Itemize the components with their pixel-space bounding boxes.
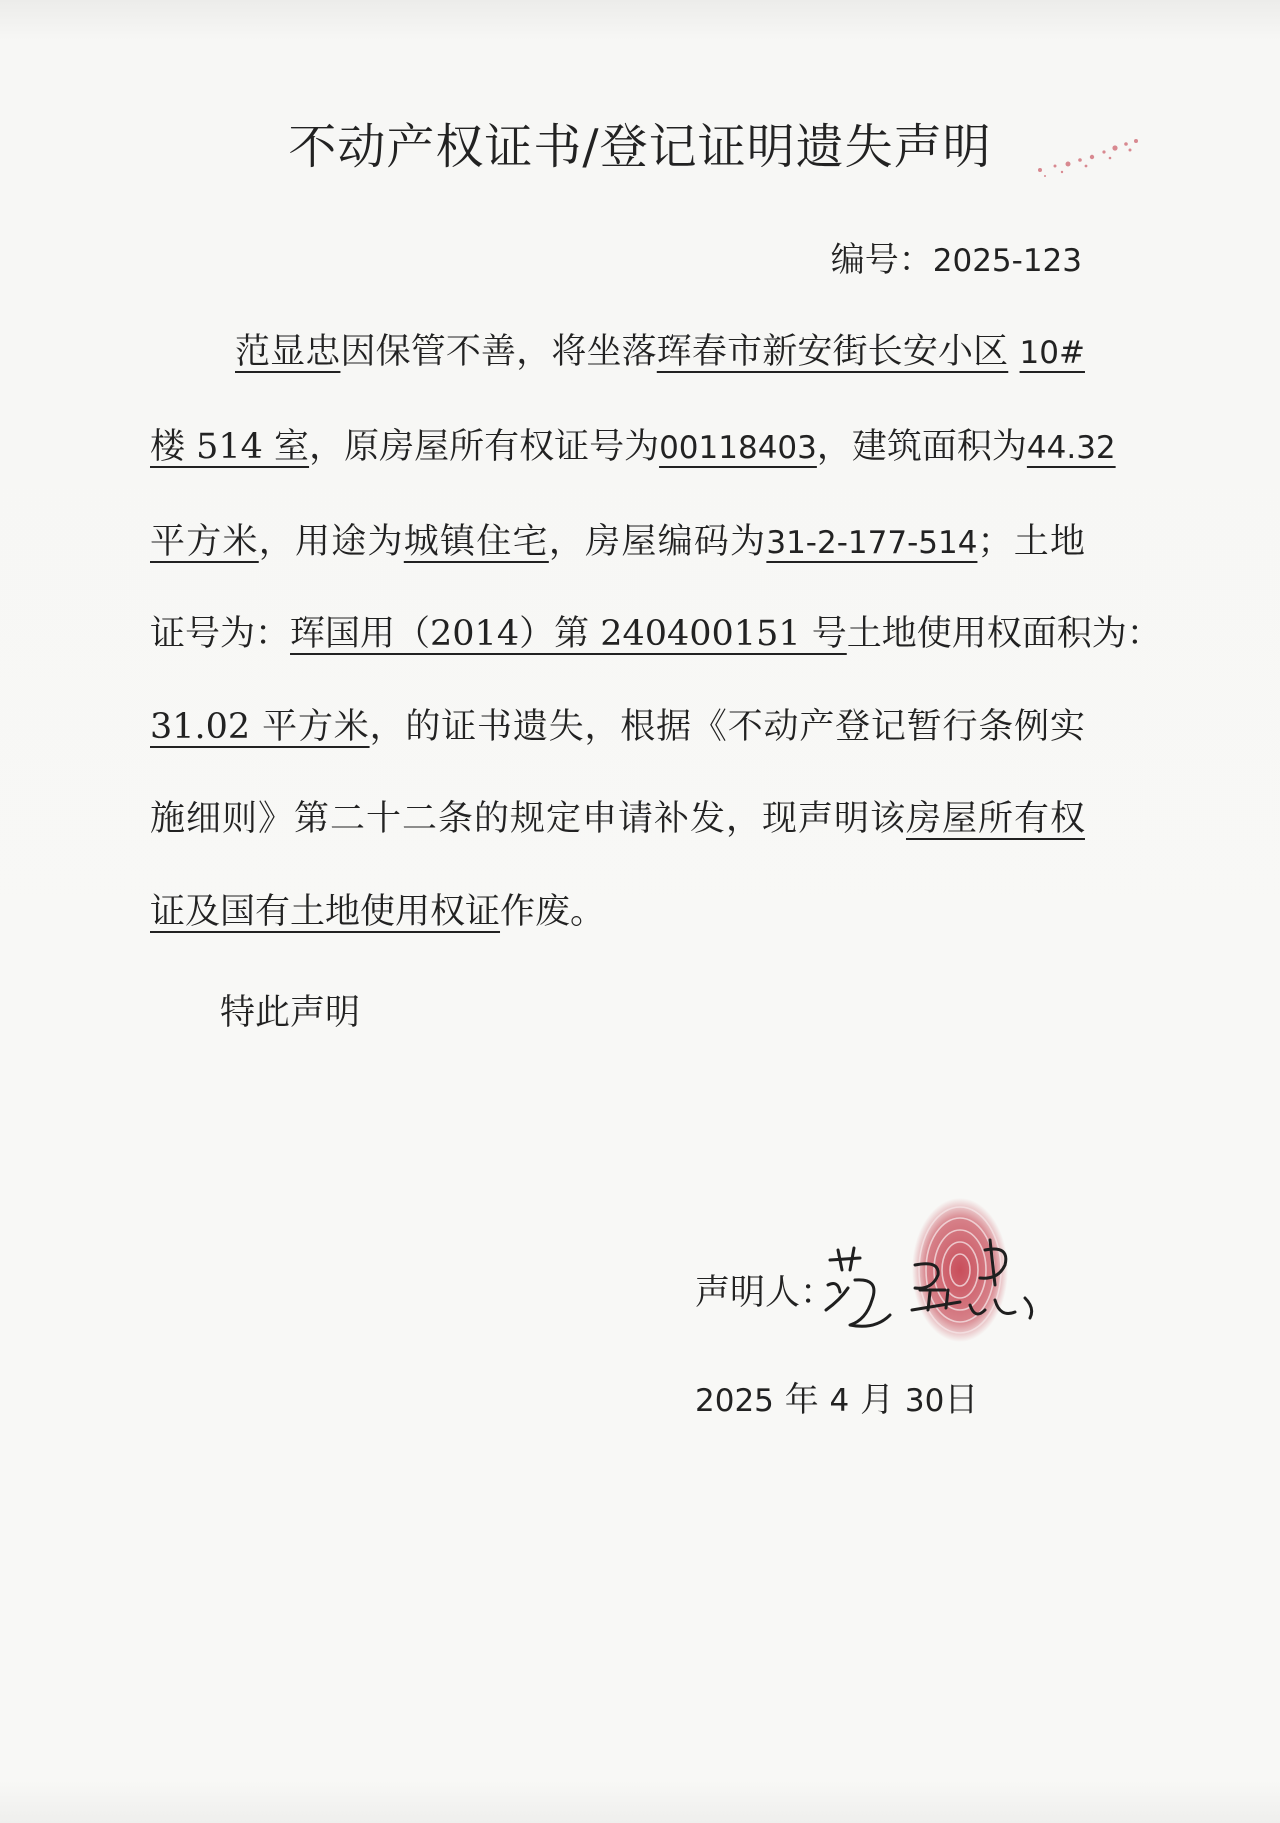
document-number: [831, 232, 1082, 281]
body-text: ，用途为: [258, 522, 404, 562]
cert-type-continued: 证及国有土地使用权证: [150, 892, 501, 932]
declarant-label: 声明人：: [695, 1273, 836, 1313]
page-title: 不动产权证书/登记证明遗失声明: [288, 119, 992, 175]
body-line-4: [150, 612, 1162, 662]
house-code: 31-2-177-514: [766, 525, 978, 561]
date-month: 4: [829, 1383, 850, 1419]
handwritten-signature: [820, 1230, 1050, 1340]
area-unit: 平方米: [150, 522, 259, 562]
body-line-7: [150, 890, 1085, 940]
body-text: 土地使用权面积为：: [846, 614, 1162, 654]
closing-statement: 特此声明: [220, 993, 361, 1033]
date-month-unit: 月: [860, 1380, 895, 1420]
declaration-date: [695, 1372, 978, 1421]
cert-type: 房屋所有权: [905, 799, 1085, 839]
body-text: 因保管不善，将坐落: [340, 332, 657, 372]
document-number-label: 编号：: [830, 240, 933, 280]
body-line-1: [235, 330, 1085, 380]
body-text: ，房屋编码为: [548, 522, 767, 562]
body-line-5: [150, 705, 1085, 755]
ownership-cert-number: 00118403: [659, 430, 817, 466]
body-text: ，建筑面积为: [816, 427, 1027, 467]
date-year: 2025: [695, 1383, 774, 1419]
land-area: 31.02 平方米: [150, 707, 370, 747]
body-text: ；土地: [977, 522, 1085, 562]
property-usage: 城镇住宅: [403, 522, 549, 562]
body-line-6: [150, 797, 1085, 847]
building-number: 10#: [1019, 335, 1085, 371]
body-text: 施细则》第二十二条的规定申请补发，现声明该: [150, 799, 906, 839]
property-address: 珲春市新安街长安小区: [656, 332, 1009, 372]
date-year-unit: 年: [784, 1380, 819, 1420]
body-line-3: [150, 520, 1085, 570]
declarant-name: 范显忠: [235, 332, 341, 372]
land-cert-number: 珲国用（2014）第 240400151 号: [290, 614, 847, 654]
date-day-unit: 日: [944, 1380, 979, 1420]
document-number-value: 2025-123: [932, 243, 1082, 279]
body-text: 证号为：: [150, 614, 291, 654]
body-text: 作废。: [500, 892, 606, 932]
body-line-2: [150, 425, 1116, 475]
body-text: ，的证书遗失，根据《不动产登记暂行条例实: [369, 707, 1085, 747]
unit-number: 楼 514 室: [150, 427, 310, 467]
body-text: ，原房屋所有权证号为: [309, 427, 660, 467]
building-area: 44.32: [1026, 430, 1116, 466]
date-day: 30: [904, 1383, 945, 1419]
